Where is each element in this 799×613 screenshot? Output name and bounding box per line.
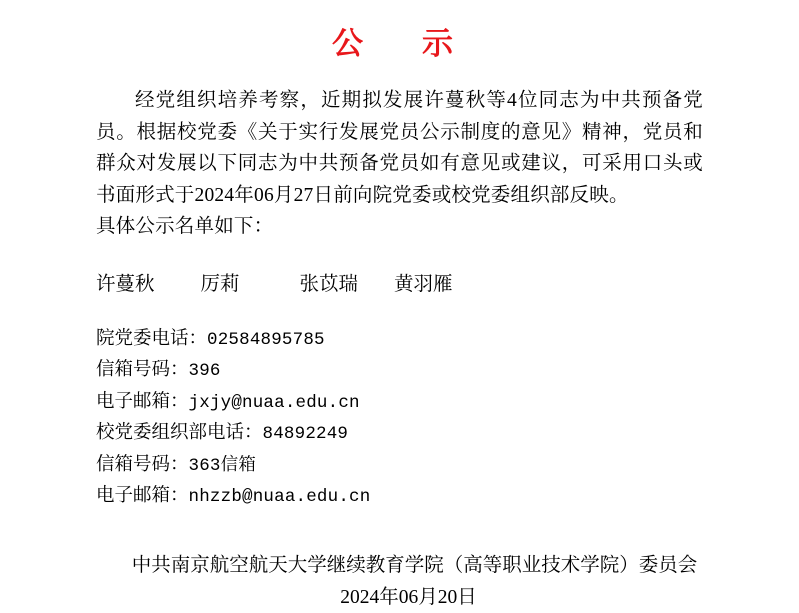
contact-label: 电子邮箱： <box>96 391 189 412</box>
contact-label: 院党委电话： <box>96 329 208 350</box>
list-item: 厉莉 <box>200 273 240 295</box>
signature-date: 2024年06月20日 <box>340 586 477 608</box>
contact-row <box>96 355 703 386</box>
name-list <box>96 269 703 300</box>
contact-row <box>96 450 703 481</box>
contact-value: jxjy@nuaa.edu.cn <box>188 392 360 413</box>
list-item: 黄羽雁 <box>394 273 453 295</box>
contact-label: 信箱号码： <box>96 360 189 381</box>
list-item: 许蔓秋 <box>96 273 155 295</box>
list-item: 张苡瑞 <box>299 273 359 295</box>
contact-block <box>96 324 703 512</box>
signature-block <box>96 550 703 612</box>
contact-label: 电子邮箱： <box>96 486 189 507</box>
contact-row <box>96 324 703 355</box>
document-page <box>0 18 799 608</box>
signature-organization: 中共南京航空航天大学继续教育学院（高等职业技术学院）委员会 <box>131 555 698 577</box>
contact-value: nhzzb@nuaa.edu.cn <box>188 487 371 508</box>
list-intro-line: 具体公示名单如下： <box>96 216 274 238</box>
contact-label: 校党委组织部电话： <box>96 423 263 444</box>
contact-row <box>96 481 703 512</box>
contact-value: 396 <box>188 361 221 382</box>
contact-value: 84892249 <box>262 424 349 445</box>
contact-row <box>96 418 703 449</box>
contact-row <box>96 387 703 418</box>
page-title: 公 示 <box>332 26 467 61</box>
contact-value: 02584895785 <box>207 330 325 351</box>
contact-value: 363信箱 <box>188 455 257 476</box>
contact-label: 信箱号码： <box>96 454 189 475</box>
announcement-paragraph: 经党组织培养考察，近期拟发展许蔓秋等4位同志为中共预备党员。根据校党委《关于实行发展党员公示制度的意见》精神，党员和群众对发展以下同志为中共预备党员如有意见或建议，可采用口头或书面形式于2024年06月27日前向院党委或校党委组织部反映。 <box>96 90 703 206</box>
